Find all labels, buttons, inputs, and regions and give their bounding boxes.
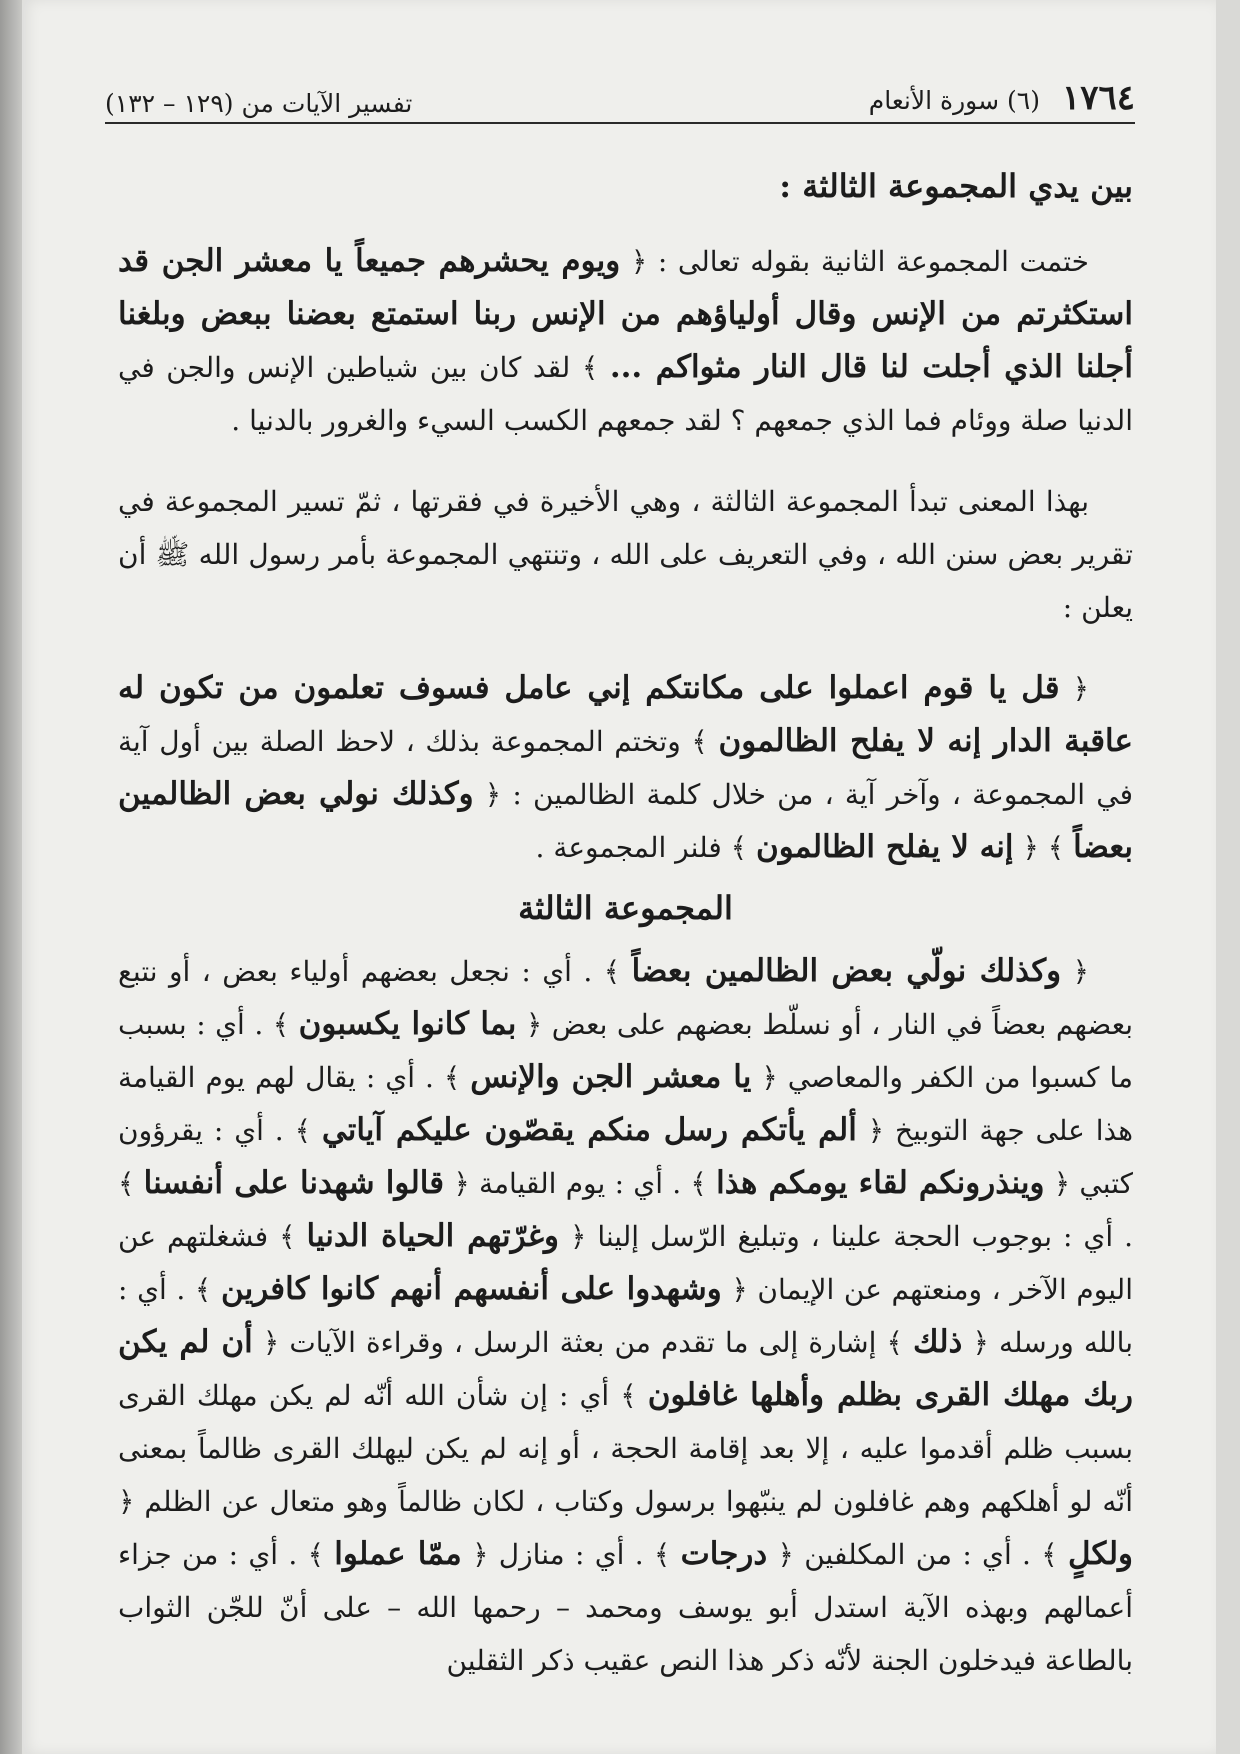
quran-verse: وشهدوا على أنفسهم أنهم كانوا كافرين: [220, 1271, 722, 1307]
quran-verse: قل يا قوم اعملوا على مكانتكم إني عامل فسوف تعلمون من تكون له عاقبة الدار إنه لا يفلح الظالمون: [118, 670, 1133, 759]
page-number: ١٧٦٤: [1061, 78, 1135, 118]
quran-verse: ممّا عملوا: [334, 1536, 462, 1572]
text: ﴾ . أي : يوم القيامة ﴿: [453, 1167, 707, 1200]
text: ﴾ إشارة إلى ما تقدم من بعثة الرسل ، وقراءة الآيات ﴿: [262, 1326, 903, 1359]
quran-verse: بما كانوا يكسبون: [298, 1006, 517, 1042]
quran-verse: درجات: [680, 1536, 768, 1572]
text: ﴾ . أي : من المكلفين ﴿: [777, 1538, 1058, 1571]
text: ﴾ . أي : بوجوب الحجة علينا ، وتبليغ الرّسل إلينا ﴿: [118, 1167, 1134, 1253]
text: ﴾ . أي : من جزاء أعمالهم وبهذه الآية استدل أبو يوسف ومحمد – رحمها الله – على أنّ للجّن الثواب بالطاعة فيدخلون الجنة لأنّه ذكر هذا النص عقيب ذكر الثقلين: [118, 1538, 1133, 1677]
text: ﴾ فشغلتهم عن اليوم الآخر ، ومنعتهم عن الإيمان ﴿: [118, 1220, 1133, 1306]
header-right: [869, 78, 1135, 118]
quran-verse: وكذلك نولّي بعض الظالمين بعضاً: [631, 953, 1062, 989]
text: ﴾ . أي : منازل ﴿: [472, 1538, 671, 1571]
running-header: [105, 62, 1135, 118]
quran-verse: وغرّتهم الحياة الدنيا: [306, 1218, 559, 1254]
quran-verse: وكذلك نولي بعض الظالمين بعضاً: [118, 776, 1133, 865]
text: ﴾ . أي : بسبب ما كسبوا من الكفر والمعاصي ﴿: [118, 1008, 1134, 1094]
quran-verse: يا معشر الجن والإنس: [470, 1059, 752, 1095]
quran-verse: ويوم يحشرهم جميعاً يا معشر الجن قد استكثرتم من الإنس وقال أولياؤهم من الإنس ربنا استمتع بعضنا ببعض وبلغنا أجلنا الذي أجلت لنا قال النار مثواكم ...: [118, 243, 1133, 385]
paragraph-2: [118, 475, 1133, 634]
text: ﴾ . أي : بالله ورسله ﴿: [118, 1273, 1134, 1359]
quran-verse: إنه لا يفلح الظالمون: [755, 829, 1014, 865]
surah-title: (٦) سورة الأنعام: [868, 86, 1040, 115]
quran-verse: ولكلٍ: [1067, 1536, 1133, 1572]
text: ﴾ . أي : نجعل بعضهم أولياء بعض ، أو نتبع بعضهم بعضاً في النار ، أو نسلّط بعضهم على بعض ﴿: [118, 955, 1133, 1041]
text: ختمت المجموعة الثانية بقوله تعالى : ﴿: [630, 245, 1089, 278]
paragraph-4: [118, 945, 1133, 1687]
group-title: المجموعة الثالثة: [518, 889, 733, 927]
quran-verse: ألم يأتكم رسل منكم يقصّون عليكم آياتي: [321, 1112, 857, 1148]
text: ﴾ لقد كان بين شياطين الإنس والجن في الدنيا صلة ووئام فما الذي جمعهم ؟ لقد جمعهم الكسب السيء والغرور بالدنيا .: [118, 351, 1133, 437]
verses-range: تفسير الآيات من (١٢٩ – ١٣٢): [105, 89, 413, 118]
text: ﴾ فلنر المجموعة .: [535, 831, 748, 864]
book-spine-shadow: [0, 0, 22, 1754]
text: ﴾ وتختم المجموعة بذلك ، لاحظ الصلة بين أول آية في المجموعة ، وآخر آية ، من خلال كلمة الظالمين : ﴿: [118, 725, 1133, 811]
paragraph-3: [118, 662, 1133, 874]
text: ﴾ ﴿: [1022, 831, 1065, 864]
section-title: بين يدي المجموعة الثالثة :: [779, 167, 1133, 205]
paragraph-1: [118, 235, 1133, 447]
quran-verse: ذلك: [912, 1324, 963, 1360]
text: ﴿: [1072, 955, 1089, 988]
text: بهذا المعنى تبدأ المجموعة الثالثة ، وهي الأخيرة في فقرتها ، ثمّ تسير المجموعة في تقرير بعض سنن الله ، وفي التعريف على الله ، وتنتهي المجموعة بأمر رسول الله ﷺ أن يعلن :: [118, 485, 1133, 624]
text: ﴾ أي : إن شأن الله أنّه لم يكن مهلك القرى بسبب ظلم أقدموا عليه ، إلا بعد إقامة الحجة ، أو إنه لم يكن ليهلك القرى ظالماً بمعنى أنّه لو أهلكهم وهم غافلون لم ينبّهوا برسول وكتاب ، لكان ظالماً وهو متعال عن الظلم ﴿: [118, 1379, 1133, 1518]
page-body: [118, 150, 1133, 1695]
text: ﴿: [1072, 672, 1089, 705]
header-divider: [105, 122, 1135, 124]
text: ﴾ . أي : يقرؤون كتبي ﴿: [118, 1114, 1133, 1200]
text: ﴾ . أي : يقال لهم يوم القيامة هذا على جهة التوبيخ ﴿: [118, 1061, 1133, 1147]
quran-verse: وينذرونكم لقاء يومكم هذا: [716, 1165, 1045, 1201]
quran-verse: قالوا شهدنا على أنفسنا: [143, 1165, 445, 1201]
quran-verse: أن لم يكن ربك مهلك القرى بظلم وأهلها غافلون: [118, 1324, 1133, 1413]
